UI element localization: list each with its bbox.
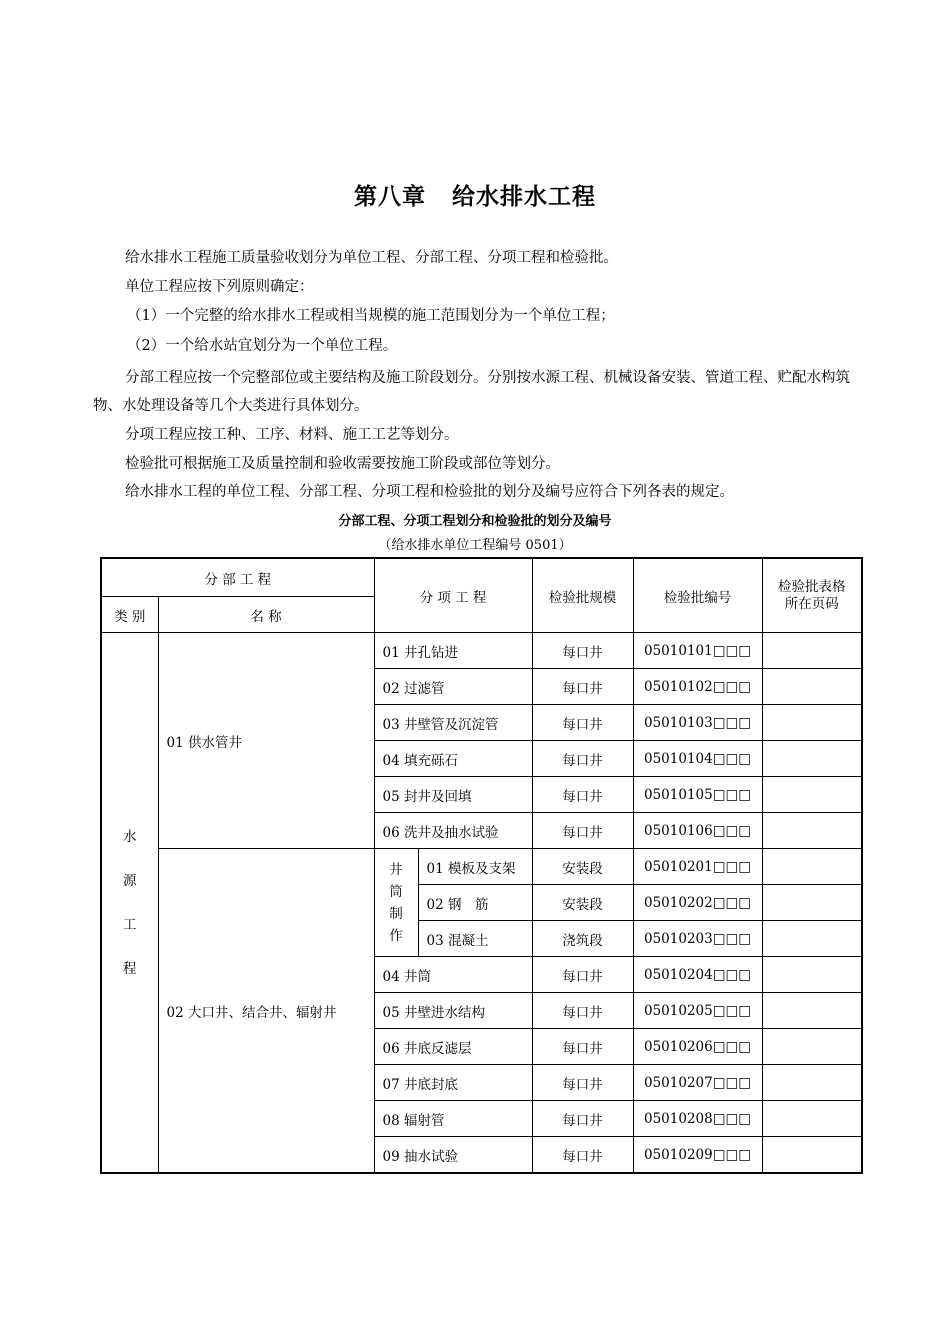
- page-cell: [762, 669, 862, 705]
- page-title: [0, 178, 950, 211]
- batch-code: 05010102□□□: [633, 669, 762, 705]
- subgroup-label: 井筒制作: [374, 849, 418, 957]
- group-name: 02 大口井、结合井、辐射井: [158, 849, 374, 1174]
- subitem-name: 06 洗井及抽水试验: [374, 813, 532, 849]
- batch-scale: 每口井: [532, 993, 633, 1029]
- header-batch-scale: 检验批规模: [532, 558, 633, 633]
- subitem-name: 03 混凝土: [418, 921, 532, 957]
- header-category: 类 别: [101, 597, 158, 633]
- batch-code: 05010209□□□: [633, 1137, 762, 1174]
- subitem-name: 01 模板及支架: [418, 849, 532, 885]
- batch-code: 05010206□□□: [633, 1029, 762, 1065]
- batch-code: 05010103□□□: [633, 705, 762, 741]
- header-division: 分 部 工 程: [101, 558, 374, 597]
- header-name: 名 称: [158, 597, 374, 633]
- paragraph: 分部工程应按一个完整部位或主要结构及施工阶段划分。分别按水源工程、机械设备安装、管道工程、贮配水构筑物、水处理设备等几个大类进行具体划分。: [93, 370, 850, 414]
- chapter-name: 给水排水工程: [452, 184, 596, 210]
- batch-scale: 每口井: [532, 1029, 633, 1065]
- header-page-location: 检验批表格所在页码: [762, 558, 862, 633]
- batch-code: 05010205□□□: [633, 993, 762, 1029]
- batch-code: 05010207□□□: [633, 1065, 762, 1101]
- batch-scale: 每口井: [532, 1137, 633, 1174]
- page-cell: [762, 849, 862, 885]
- batch-scale: 安装段: [532, 849, 633, 885]
- paragraph: 单位工程应按下列原则确定：: [125, 279, 314, 295]
- batch-code: 05010203□□□: [633, 921, 762, 957]
- batch-scale: 每口井: [532, 669, 633, 705]
- batch-code: 05010104□□□: [633, 741, 762, 777]
- batch-scale: 每口井: [532, 705, 633, 741]
- page-cell: [762, 1029, 862, 1065]
- batch-code: 05010201□□□: [633, 849, 762, 885]
- batch-scale: 每口井: [532, 1065, 633, 1101]
- subitem-name: 05 封井及回填: [374, 777, 532, 813]
- subitem-name: 07 井底封底: [374, 1065, 532, 1101]
- batch-scale: 每口井: [532, 741, 633, 777]
- page-cell: [762, 777, 862, 813]
- page-cell: [762, 741, 862, 777]
- batch-scale: 每口井: [532, 1101, 633, 1137]
- page-cell: [762, 705, 862, 741]
- paragraph: （2）一个给水站宜划分为一个单位工程。: [127, 338, 398, 354]
- paragraph: 检验批可根据施工及质量控制和验收需要按施工阶段或部位等划分。: [125, 456, 560, 472]
- paragraph: （1）一个完整的给水排水工程或相当规模的施工范围划分为一个单位工程；: [127, 308, 615, 324]
- page-cell: [762, 633, 862, 669]
- page-cell: [762, 957, 862, 993]
- batch-scale: 浇筑段: [532, 921, 633, 957]
- subitem-name: 06 井底反滤层: [374, 1029, 532, 1065]
- subitem-name: 08 辐射管: [374, 1101, 532, 1137]
- division-table: [100, 557, 863, 1174]
- page-cell: [762, 885, 862, 921]
- subitem-name: 04 填充砾石: [374, 741, 532, 777]
- subitem-name: 02 过滤管: [374, 669, 532, 705]
- batch-code: 05010106□□□: [633, 813, 762, 849]
- page-cell: [762, 1101, 862, 1137]
- chapter-number: 第八章: [354, 184, 426, 210]
- paragraph: 给水排水工程的单位工程、分部工程、分项工程和检验批的划分及编号应符合下列各表的规定。: [125, 484, 734, 500]
- subitem-name: 02 钢 筋: [418, 885, 532, 921]
- table-caption: 分部工程、分项工程划分和检验批的划分及编号: [338, 514, 612, 529]
- subitem-name: 05 井壁进水结构: [374, 993, 532, 1029]
- batch-scale: 每口井: [532, 957, 633, 993]
- batch-code: 05010204□□□: [633, 957, 762, 993]
- batch-scale: 每口井: [532, 777, 633, 813]
- table-subcaption: （给水排水单位工程编号 0501）: [378, 538, 572, 553]
- batch-code: 05010101□□□: [633, 633, 762, 669]
- batch-code: 05010208□□□: [633, 1101, 762, 1137]
- batch-code: 05010202□□□: [633, 885, 762, 921]
- subitem-name: 04 井筒: [374, 957, 532, 993]
- group-name: 01 供水管井: [158, 633, 374, 849]
- batch-scale: 每口井: [532, 813, 633, 849]
- header-batch-number: 检验批编号: [633, 558, 762, 633]
- page-cell: [762, 921, 862, 957]
- subitem-name: 01 井孔钻进: [374, 633, 532, 669]
- page-cell: [762, 993, 862, 1029]
- batch-scale: 每口井: [532, 633, 633, 669]
- batch-scale: 安装段: [532, 885, 633, 921]
- batch-code: 05010105□□□: [633, 777, 762, 813]
- paragraph: 分项工程应按工种、工序、材料、施工工艺等划分。: [125, 427, 459, 443]
- subitem-name: 09 抽水试验: [374, 1137, 532, 1174]
- header-subitem: 分 项 工 程: [374, 558, 532, 633]
- paragraph: 给水排水工程施工质量验收划分为单位工程、分部工程、分项工程和检验批。: [125, 250, 618, 266]
- page-cell: [762, 1137, 862, 1174]
- page-cell: [762, 813, 862, 849]
- subitem-name: 03 井壁管及沉淀管: [374, 705, 532, 741]
- category-cell: 水源工程: [101, 633, 158, 1174]
- page-cell: [762, 1065, 862, 1101]
